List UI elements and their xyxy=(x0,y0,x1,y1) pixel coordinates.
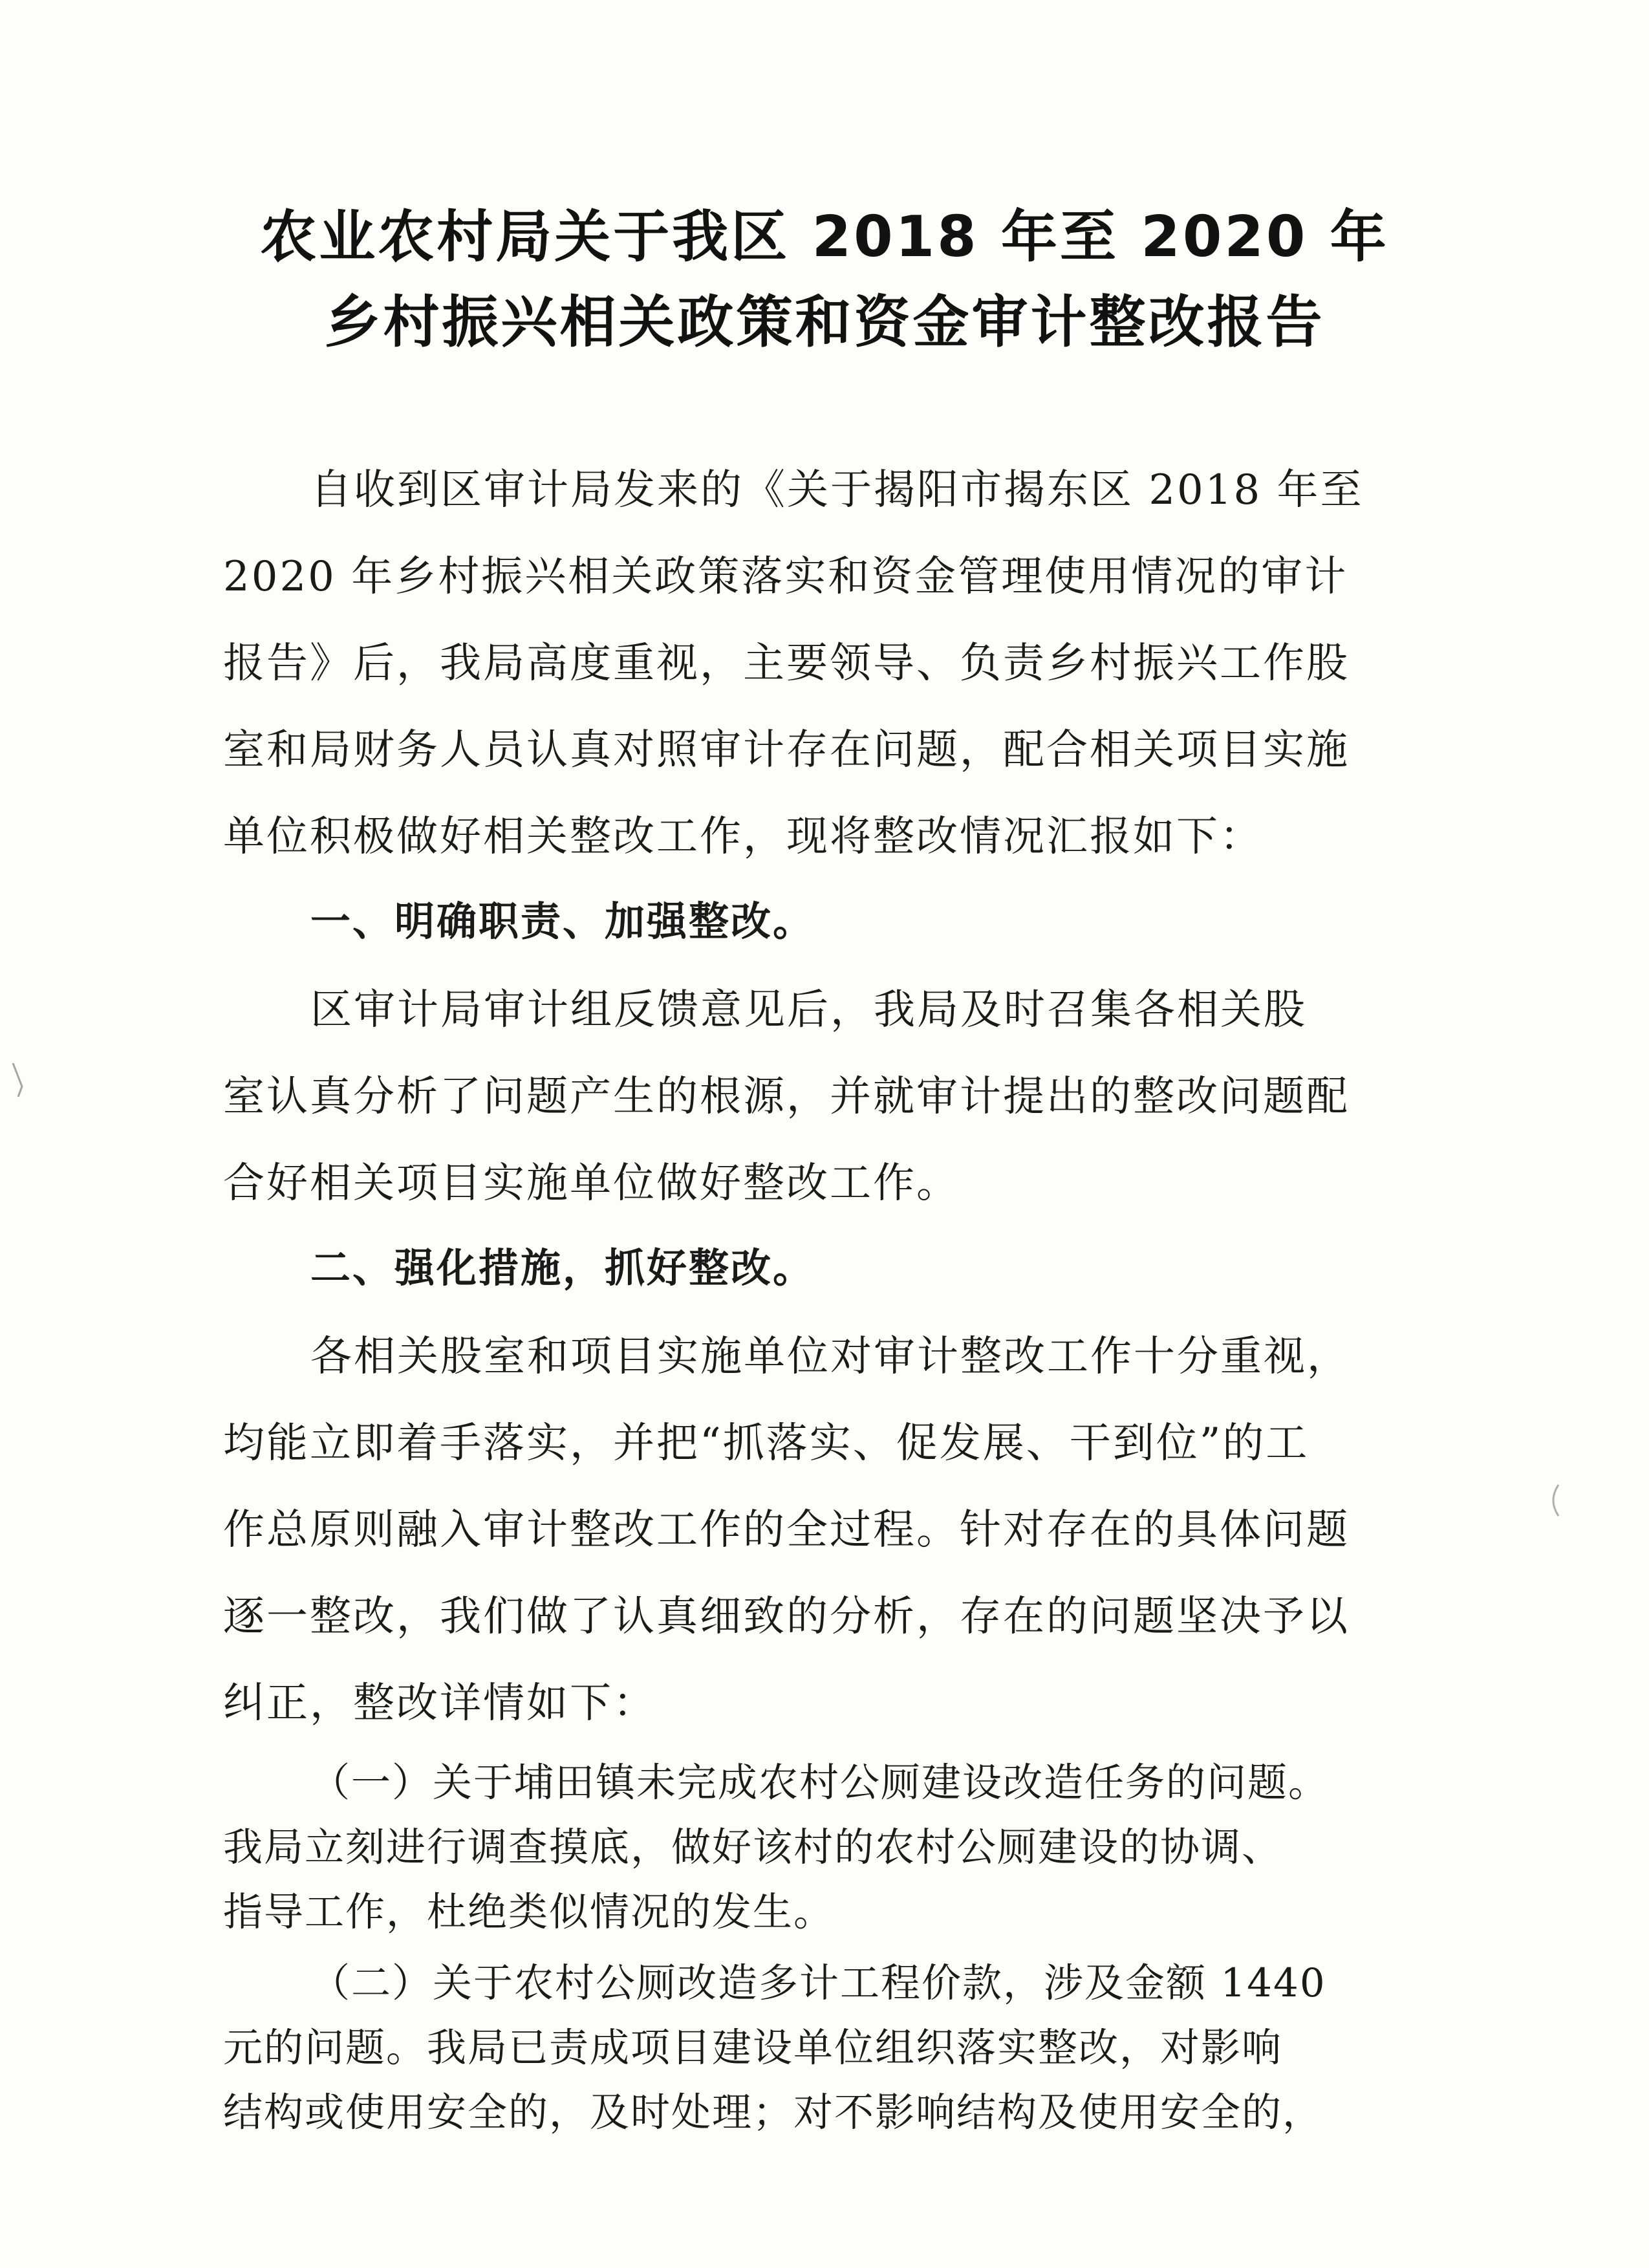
scan-mark-left xyxy=(9,1061,28,1106)
paragraph-1-line-3: 报告》后，我局高度重视，主要领导、负责乡村振兴工作股 xyxy=(223,640,1350,687)
paragraph-3-line-4: 逐一整改，我们做了认真细致的分析，存在的问题坚决予以 xyxy=(223,1593,1350,1641)
section-heading-2: 二、强化措施，抓好整改。 xyxy=(310,1244,815,1291)
document-title-line-1: 农业农村局关于我区 2018 年至 2020 年 xyxy=(260,204,1389,270)
item-1-line-2: 我局立刻进行调查摸底，做好该村的农村公厕建设的协调、 xyxy=(223,1824,1283,1870)
item-2-line-1: （二）关于农村公厕改造多计工程价款，涉及金额 1440 xyxy=(310,1960,1326,2006)
paragraph-1-line-1: 自收到区审计局发来的《关于揭阳市揭东区 2018 年至 xyxy=(310,466,1364,514)
paragraph-1-line-5: 单位积极做好相关整改工作，现将整改情况汇报如下： xyxy=(223,813,1263,861)
paragraph-3-line-5: 纠正，整改详情如下： xyxy=(223,1679,656,1727)
item-2-line-2: 元的问题。我局已责成项目建设单位组织落实整改，对影响 xyxy=(223,2025,1283,2071)
item-2-line-3: 结构或使用安全的，及时处理；对不影响结构及使用安全的， xyxy=(223,2090,1324,2135)
item-1-line-1: （一）关于埔田镇未完成农村公厕建设改造任务的问题。 xyxy=(310,1760,1330,1806)
paragraph-3-line-3: 作总原则融入审计整改工作的全过程。针对存在的具体问题 xyxy=(223,1506,1350,1554)
section-heading-1: 一、明确职责、加强整改。 xyxy=(310,898,815,945)
paragraph-2-line-1: 区审计局审计组反馈意见后，我局及时召集各相关股 xyxy=(310,986,1307,1034)
item-1-line-3: 指导工作，杜绝类似情况的发生。 xyxy=(223,1889,835,1935)
scan-mark-right xyxy=(1546,1481,1565,1526)
paragraph-1-line-4: 室和局财务人员认真对照审计存在问题，配合相关项目实施 xyxy=(223,726,1350,774)
paragraph-2-line-2: 室认真分析了问题产生的根源，并就审计提出的整改问题配 xyxy=(223,1073,1350,1121)
paragraph-1-line-2: 2020 年乡村振兴相关政策落实和资金管理使用情况的审计 xyxy=(223,553,1348,601)
paragraph-3-line-1: 各相关股室和项目实施单位对审计整改工作十分重视， xyxy=(310,1333,1350,1381)
document-title-line-2: 乡村振兴相关政策和资金审计整改报告 xyxy=(324,289,1325,355)
paragraph-3-line-2: 均能立即着手落实，并把“抓落实、促发展、干到位”的工 xyxy=(223,1420,1310,1467)
paragraph-2-line-3: 合好相关项目实施单位做好整改工作。 xyxy=(223,1160,960,1207)
